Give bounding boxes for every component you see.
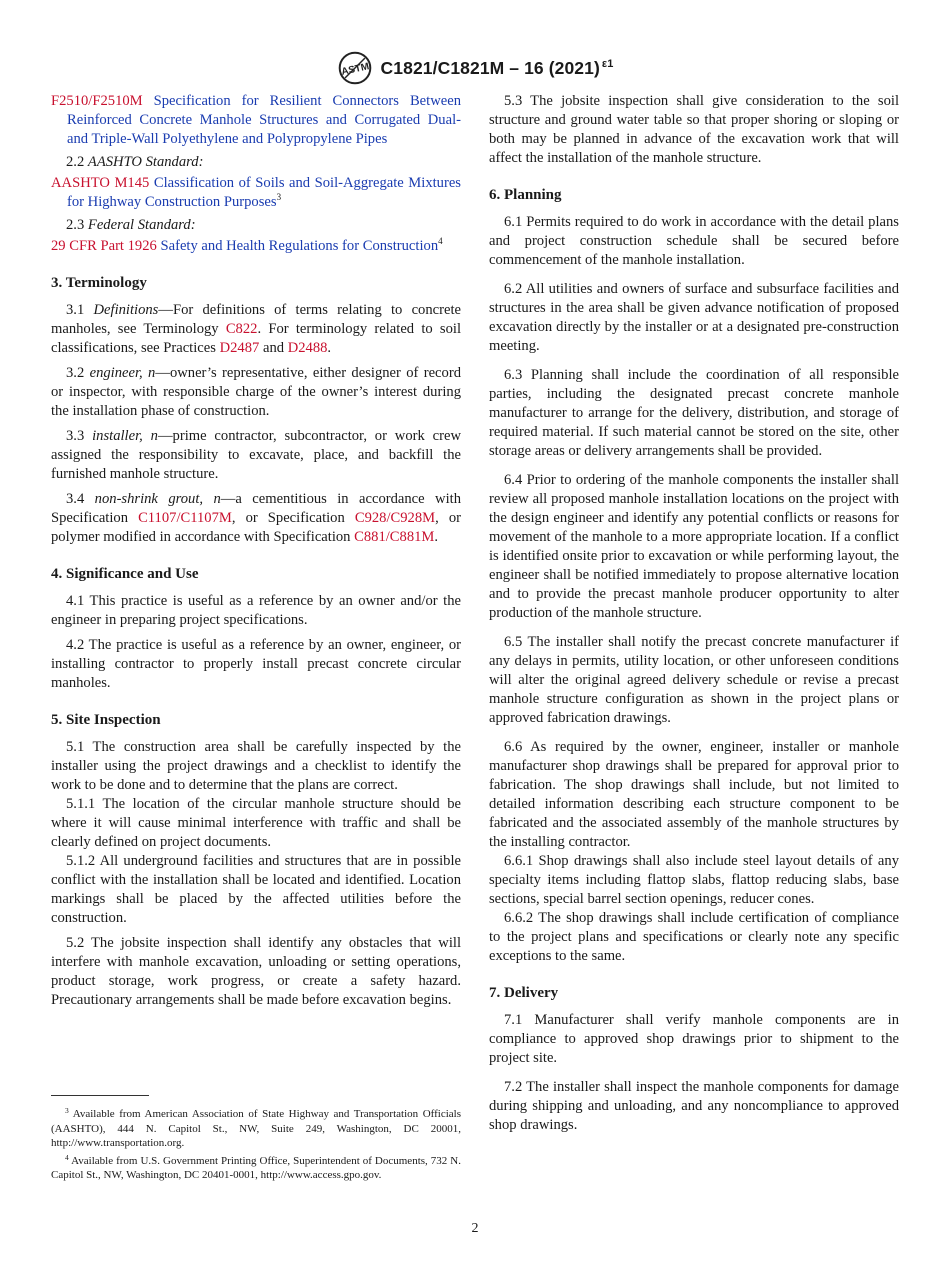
reference-aashto: [51, 174, 461, 212]
heading-significance: 4. Significance and Use: [51, 566, 199, 582]
ref-link-aashto[interactable]: AASHTO M145: [51, 175, 150, 191]
page-number: 2: [471, 1221, 479, 1236]
ref-title-cfr[interactable]: Safety and Health Regulations for Construction: [160, 238, 439, 254]
para-5-1: 5.1 The construction area shall be carefully inspected by the installer using the project drawings and a checklist to identify the work to be done and to determine that the plans are correct.: [51, 739, 461, 793]
ref-title-aashto[interactable]: Classification of Soils and Soil-Aggregate Mixtures for Highway Construction Purposes: [67, 175, 461, 210]
para-3-3: 3.3 installer, n—prime contractor, subcontractor, or work crew assigned the responsibility to excavate, place, and backfill the furnished manhole structure.: [51, 428, 462, 482]
right-column: [489, 92, 899, 1141]
left-column: [51, 92, 461, 1016]
ref-link-f2510[interactable]: F2510/F2510M: [51, 93, 143, 109]
ref-link-cfr[interactable]: 29 CFR Part 1926: [51, 238, 157, 254]
heading-planning: 6. Planning: [489, 187, 562, 203]
subsection-2-2: 2.2 AASHTO Standard:: [66, 154, 204, 170]
astm-logo-icon: [337, 50, 373, 86]
document-designation: C1821/C1821M – 16 (2021) $^{\varepsilon 1}$: [380, 57, 614, 78]
para-5-3: 5.3 The jobsite inspection shall give consideration to the soil structure and ground water table so that proper shoring or sloping or both may be planned in advance of the excavation work that will affect the installation of the manhole structure.: [489, 93, 899, 166]
link-d2487[interactable]: D2487: [219, 340, 260, 356]
reference-cfr: [51, 237, 461, 256]
heading-delivery: 7. Delivery: [489, 985, 559, 1001]
para-6-6: 6.6 As required by the owner, engineer, installer or manhole manufacturer shop drawings shall be prepared for approval prior to fabrication. The shop drawings shall include, but not limited to detailed information describing each structure component to be fabricated and the associated assembly of the manhole structures by the installing contractor.: [489, 739, 899, 850]
para-6-1: 6.1 Permits required to do work in accordance with the detail plans and project construction schedule shall be secured before commencement of the manhole installation.: [489, 214, 899, 268]
heading-site-inspection: 5. Site Inspection: [51, 712, 161, 728]
footnote-divider: [51, 1095, 149, 1096]
reference-f2510: [51, 92, 461, 149]
link-c928[interactable]: C928/C928M: [354, 510, 436, 526]
footnote-mark-3: 3: [276, 192, 282, 202]
para-5-1-1: 5.1.1 The location of the circular manhole structure should be where it will cause minimal interference with traffic and shall be clearly defined on project documents.: [51, 796, 461, 850]
para-3-2: 3.2 engineer, n—owner’s representative, either designer of record or inspector, with responsible charge of the owner’s interest during the installation phase of construction.: [51, 365, 461, 419]
para-7-1: 7.1 Manufacturer shall verify manhole components are in compliance to approved shop drawings prior to shipment to the project site.: [489, 1012, 899, 1066]
heading-terminology: 3. Terminology: [51, 275, 147, 291]
footnotes: [51, 1104, 461, 1183]
footnote-3: $^3$ Available from American Association of State Highway and Transportation Officials (AASHTO), 444 N. Capitol St., NW, Suite 249, Washington, DC 20001, http://www.transportation.org.: [51, 1106, 461, 1149]
page-header: [0, 50, 950, 86]
para-6-4: 6.4 Prior to ordering of the manhole components the installer shall review all proposed manhole installation locations on the project with the design engineer and identify any potential conflicts or reasons for movement of the manhole to a more appropriate location. If a conflict is identified onsite prior to excavation or while performing layout, the engineer shall be notified immediately to propose alternative location and to provide the precast manhole producer opportunity to alter production of the manhole structure.: [489, 472, 899, 621]
ref-title-f2510[interactable]: Specification for Resilient Connectors Between Reinforced Concrete Manhole Structures and Corrugated Dual- and Triple-Wall Polyethylene and Polypropylene Pipes: [67, 93, 462, 147]
link-c822[interactable]: C822: [225, 321, 258, 337]
para-6-3: 6.3 Planning shall include the coordination of all responsible parties, including the designated precast concrete manhole manufacturer to arrange for the delivery, distribution, and storage of required material. If such material cannot be stored on the site, other storage areas or delivery arrangements shall be provided.: [489, 367, 899, 459]
para-6-6-1: 6.6.1 Shop drawings shall also include steel layout details of any specialty items including flattop slabs, flattop reducing slabs, base sections, special barrel section openings, reducer cones.: [489, 853, 899, 907]
para-4-2: 4.2 The practice is useful as a reference by an owner, engineer, or installing contractor to properly install precast concrete circular manholes.: [51, 637, 461, 691]
epsilon-superscript: ε1: [601, 57, 614, 70]
para-6-5: 6.5 The installer shall notify the precast concrete manufacturer if any delays in permits, utility location, or other unforeseen conditions will alter the original agreed delivery schedule or revise a precast manhole structure configuration as shown in the project plans or approved fabrication drawings.: [489, 634, 899, 726]
link-d2488[interactable]: D2488: [287, 340, 328, 356]
para-4-1: 4.1 This practice is useful as a reference by an owner and/or the engineer in preparing project specifications.: [51, 593, 461, 628]
para-5-1-2: 5.1.2 All underground facilities and structures that are in possible conflict with the installation shall be located and identified. Location markings shall be placed by the affected utilities before the construction.: [51, 853, 461, 926]
footnote-4: $^4$ Available from U.S. Government Printing Office, Superintendent of Documents, 732 N. Capitol St., NW, Washington, DC 20401-0001, http://www.access.gpo.gov.: [51, 1152, 461, 1181]
para-7-2: 7.2 The installer shall inspect the manhole components for damage during shipping and unloading, and any noncompliance to approved shop drawings.: [489, 1079, 899, 1133]
para-3-1: 3.1 Definitions—For definitions of terms relating to concrete manholes, see Terminology C822. For terminology related to soil classifications, see Practices D2487 and D2488.: [51, 302, 461, 356]
footnote-mark-4: 4: [438, 236, 443, 246]
para-6-2: 6.2 All utilities and owners of surface and subsurface facilities and structures in the area shall be given advance notification of proposed excavation directly by the installer or at a designated pre-construction meeting.: [489, 281, 899, 354]
subsection-2-3: 2.3 Federal Standard:: [66, 217, 196, 233]
para-3-4: 3.4 non-shrink grout, n—a cementitious in accordance with Specification C1107/C1107M, or Specification C928/C928M, or polymer modified in accordance with Specification C881/C881M.: [51, 491, 462, 545]
link-c1107[interactable]: C1107/C1107M: [138, 510, 232, 526]
para-6-6-2: 6.6.2 The shop drawings shall include certification of compliance to the project plans and specifications or clearly note any specific exceptions to the same.: [489, 910, 899, 964]
para-5-2: 5.2 The jobsite inspection shall identify any obstacles that will interfere with manhole excavation, unloading or setting operations, product storage, work progress, or create a safety hazard. Precautionary arrangements shall be made before excavation begins.: [51, 935, 461, 1008]
link-c881[interactable]: C881/C881M: [354, 529, 435, 545]
svg-text:ASTM: ASTM: [340, 61, 370, 78]
